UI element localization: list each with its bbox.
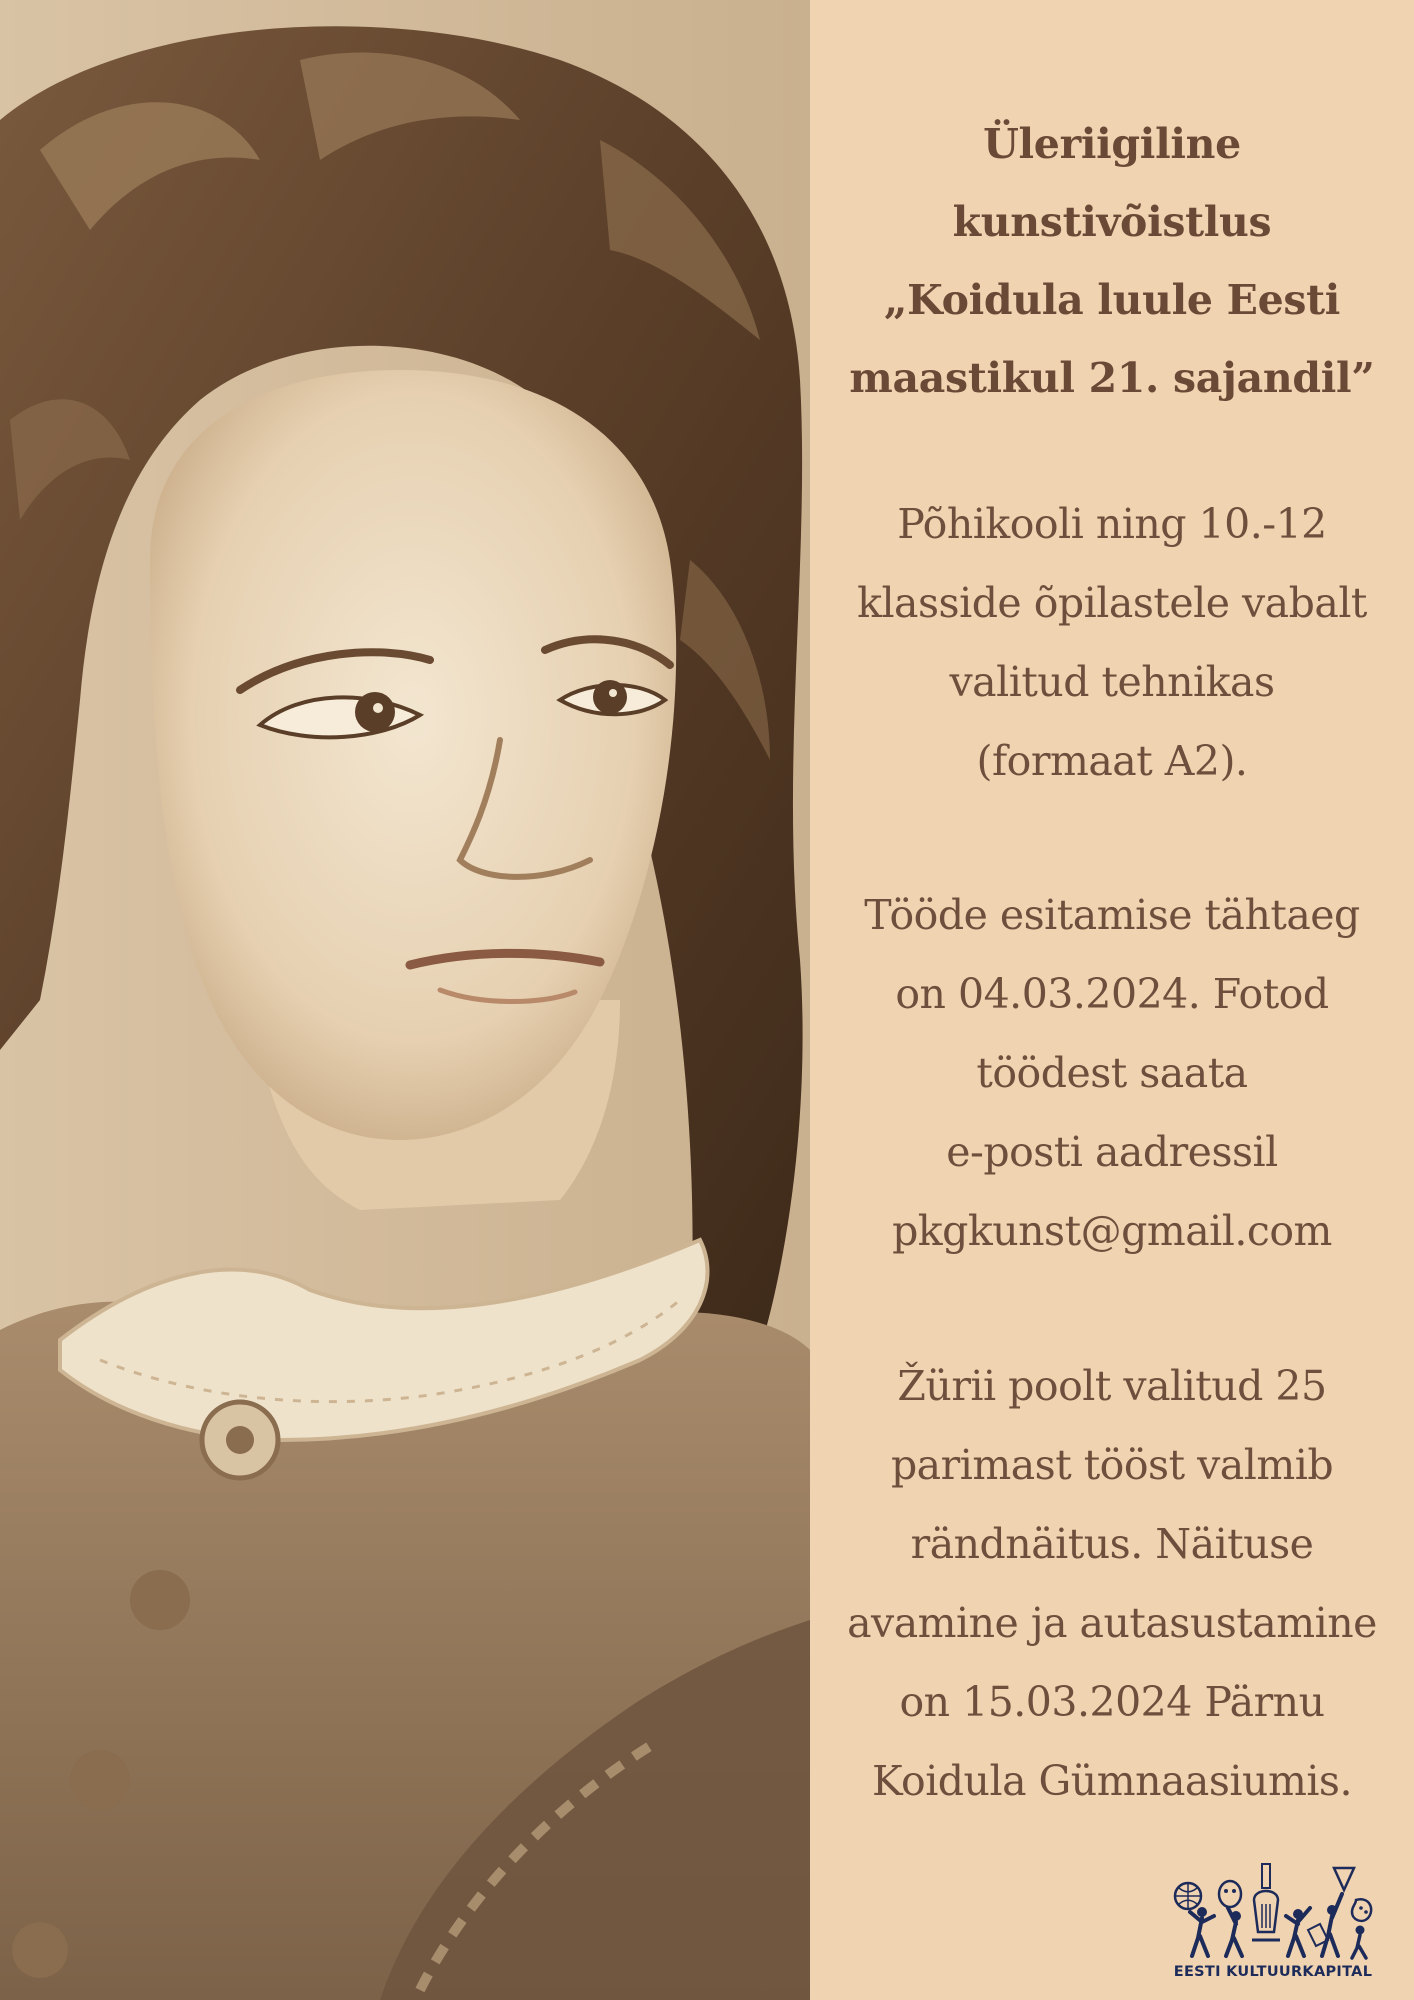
eligibility-paragraph — [810, 485, 1414, 801]
paragraph-line: valitud tehnikas — [949, 658, 1275, 706]
text-panel — [810, 0, 1414, 2000]
paragraph-line: rändnäitus. Näituse — [910, 1520, 1314, 1568]
paragraph-line: Põhikooli ning 10.-12 — [897, 500, 1327, 548]
logo-label: EESTI KULTUURKAPITAL — [1173, 1964, 1373, 1980]
title-line: „Koidula luule Eesti — [883, 276, 1341, 324]
poster-title — [810, 105, 1414, 417]
deadline-paragraph — [810, 876, 1414, 1271]
paragraph-line: on 15.03.2024 Pärnu — [899, 1678, 1325, 1726]
paragraph-line: Tööde esitamise tähtaeg — [864, 891, 1360, 939]
paragraph-line: e-posti aadressil — [946, 1128, 1278, 1176]
eesti-kultuurkapital-logo — [1148, 1860, 1398, 1988]
paragraph-line: Koidula Gümnaasiumis. — [871, 1757, 1353, 1805]
paragraph-line: (formaat A2). — [976, 737, 1248, 785]
title-line: Üleriigiline — [983, 120, 1241, 168]
paragraph-line: avamine ja autasustamine — [847, 1599, 1377, 1647]
title-line: maastikul 21. sajandil” — [849, 354, 1375, 402]
paragraph-line: klasside õpilastele vabalt — [857, 579, 1367, 627]
paragraph-line: Žürii poolt valitud 25 — [897, 1362, 1327, 1410]
email-address[interactable]: pkgkunst@gmail.com — [892, 1207, 1332, 1255]
title-line: kunstivõistlus — [952, 198, 1272, 246]
exhibition-paragraph — [810, 1347, 1414, 1821]
paragraph-line: on 04.03.2024. Fotod — [895, 970, 1329, 1018]
logo-figures-icon — [1170, 1860, 1375, 1960]
paragraph-line: töödest saata — [976, 1049, 1248, 1097]
paragraph-line: parimast tööst valmib — [890, 1441, 1334, 1489]
